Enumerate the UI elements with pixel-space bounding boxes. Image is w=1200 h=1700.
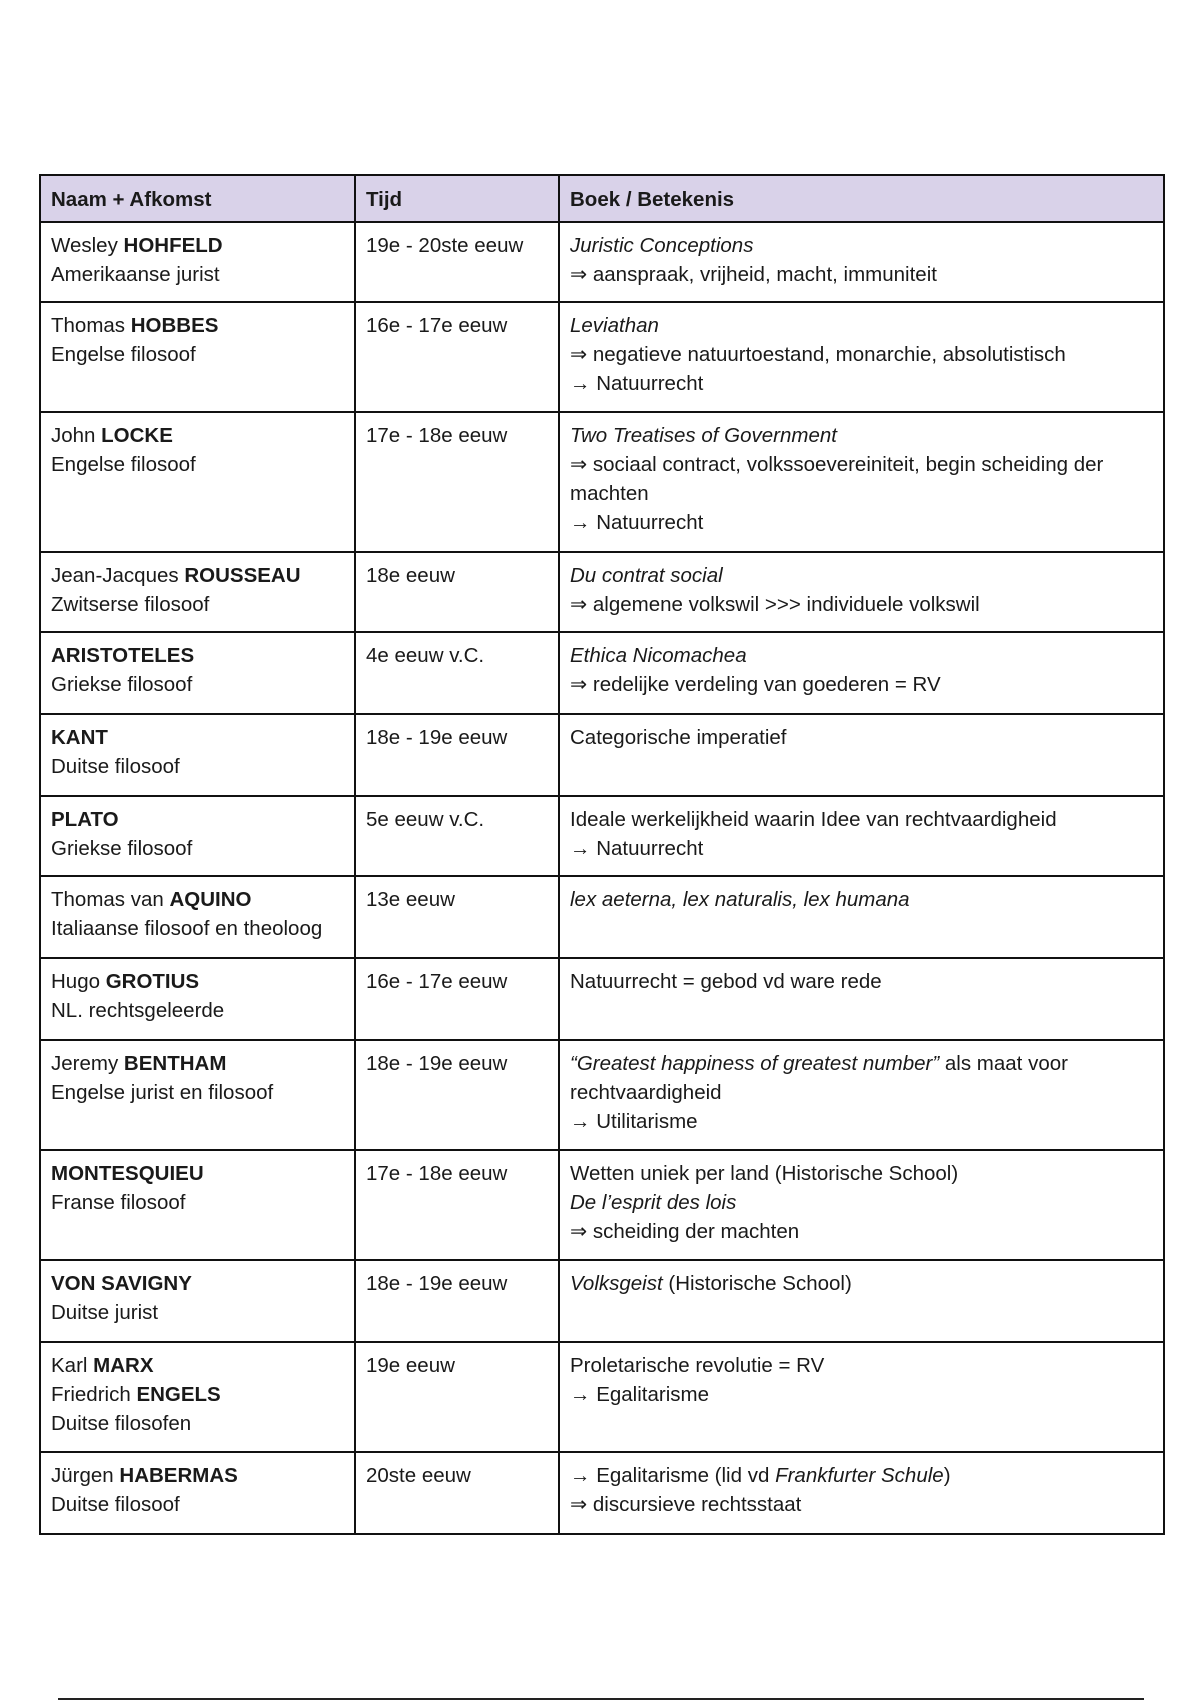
meaning-line [570,723,1153,752]
name-text: Engelse filosoof [51,343,196,366]
name-text: Duitse filosoof [51,1493,180,1516]
meaning-text: Proletarische revolutie = RV [570,1354,825,1377]
name-text: PLATO [51,808,119,831]
name-text: GROTIUS [105,970,200,993]
meaning-text: Wetten uniek per land (Historische School) [570,1162,959,1185]
meaning-line [570,1490,1153,1519]
meaning-text: → Egalitarisme [570,1383,709,1406]
table-row [40,1452,1164,1534]
table-row [40,552,1164,632]
cell-time: 18e - 19e eeuw [355,1040,559,1150]
name-line [51,1049,344,1078]
meaning-text: De l’esprit des lois [570,1191,737,1214]
name-line [51,967,344,996]
cell-book-meaning [559,876,1164,958]
cell-book-meaning [559,1040,1164,1150]
meaning-line [570,561,1153,590]
meaning-line [570,590,1153,619]
table-row [40,1342,1164,1452]
cell-book-meaning [559,958,1164,1040]
name-line [51,1409,344,1438]
meaning-text: → Natuurrecht [570,837,704,860]
cell-book-meaning [559,412,1164,552]
cell-name-origin [40,302,355,412]
name-text: AQUINO [169,888,252,911]
meaning-line [570,1188,1153,1217]
cell-time: 17e - 18e eeuw [355,1150,559,1260]
meaning-text: als maat voor rechtvaardigheid [570,1052,1068,1104]
name-text: HOHFELD [123,234,223,257]
table-row [40,632,1164,714]
meaning-line [570,1107,1153,1136]
meaning-line [570,834,1153,863]
name-text: Engelse jurist en filosoof [51,1081,274,1104]
name-text: VON SAVIGNY [51,1272,192,1295]
cell-book-meaning [559,1150,1164,1260]
table-header [40,175,1164,222]
meaning-text: → Natuurrecht [570,511,704,534]
name-text: Thomas van [51,888,170,911]
cell-name-origin [40,1452,355,1534]
name-line [51,1380,344,1409]
meaning-line [570,1351,1153,1380]
cell-name-origin [40,1150,355,1260]
cell-time: 17e - 18e eeuw [355,412,559,552]
meaning-text: ⇒ redelijke verdeling van goederen = RV [570,673,941,696]
cell-book-meaning [559,302,1164,412]
meaning-line [570,421,1153,450]
cell-name-origin [40,552,355,632]
name-line [51,914,344,943]
meaning-text: (Historische School) [662,1272,852,1295]
header-book-meaning: Boek / Betekenis [559,175,1164,222]
meaning-line [570,805,1153,834]
meaning-text: Juristic Conceptions [570,234,754,257]
cell-book-meaning [559,796,1164,876]
cell-time: 13e eeuw [355,876,559,958]
philosophers-table [39,174,1165,1535]
cell-time: 18e eeuw [355,552,559,632]
meaning-text: → Utilitarisme [570,1110,698,1133]
table-row [40,1150,1164,1260]
table-row [40,1260,1164,1342]
name-line [51,260,344,289]
name-text: BENTHAM [123,1052,227,1075]
name-text: Engelse filosoof [51,453,196,476]
cell-book-meaning [559,632,1164,714]
name-line [51,1461,344,1490]
name-line [51,752,344,781]
meaning-text: Ethica Nicomachea [570,644,747,667]
name-text: HABERMAS [119,1464,238,1487]
cell-book-meaning [559,552,1164,632]
name-text: Duitse filosoof [51,755,180,778]
table-row [40,796,1164,876]
table-row [40,302,1164,412]
name-line [51,1490,344,1519]
cell-name-origin [40,1342,355,1452]
cell-name-origin [40,1040,355,1150]
name-text: MARX [93,1354,154,1377]
table-row [40,222,1164,302]
name-line [51,340,344,369]
meaning-line [570,311,1153,340]
cell-name-origin [40,1260,355,1342]
meaning-text: Two Treatises of Government [570,424,837,447]
name-line [51,1159,344,1188]
name-text: ROUSSEAU [184,564,301,587]
name-line [51,561,344,590]
name-text: LOCKE [101,424,173,447]
meaning-text: Frankfurter Schule [775,1464,944,1487]
cell-time: 18e - 19e eeuw [355,1260,559,1342]
name-text: Friedrich [51,1383,137,1406]
meaning-line [570,1159,1153,1188]
cell-name-origin [40,714,355,796]
name-line [51,421,344,450]
name-text: Griekse filosoof [51,673,193,696]
cell-time: 18e - 19e eeuw [355,714,559,796]
cell-name-origin [40,632,355,714]
cell-time: 16e - 17e eeuw [355,302,559,412]
meaning-text: ⇒ algemene volkswil >>> individuele volkswil [570,593,980,616]
name-text: KANT [51,726,108,749]
header-name-origin: Naam + Afkomst [40,175,355,222]
meaning-text: → Natuurrecht [570,372,704,395]
cell-name-origin [40,958,355,1040]
name-line [51,1351,344,1380]
name-line [51,670,344,699]
meaning-text: Volksgeist [570,1272,663,1295]
meaning-text: ⇒ sociaal contract, volkssoevereiniteit, begin scheiding der machten [570,453,1104,505]
cell-book-meaning [559,714,1164,796]
name-line [51,641,344,670]
name-line [51,1269,344,1298]
meaning-line [570,231,1153,260]
name-line [51,805,344,834]
cell-book-meaning [559,222,1164,302]
name-line [51,723,344,752]
name-text: ARISTOTELES [51,644,195,667]
meaning-text: Natuurrecht = gebod vd ware rede [570,970,882,993]
cell-name-origin [40,412,355,552]
meaning-text: ⇒ negatieve natuurtoestand, monarchie, absolutistisch [570,343,1066,366]
table-row [40,714,1164,796]
name-text: Zwitserse filosoof [51,593,210,616]
cell-time: 20ste eeuw [355,1452,559,1534]
name-text: Duitse filosofen [51,1412,192,1435]
name-line [51,1188,344,1217]
name-text: Jean-Jacques [51,564,185,587]
name-text: Franse filosoof [51,1191,186,1214]
name-text: Jeremy [51,1052,124,1075]
name-text: Jürgen [51,1464,120,1487]
meaning-text: “Greatest happiness of greatest number” [570,1052,940,1075]
header-time: Tijd [355,175,559,222]
meaning-line [570,1461,1153,1490]
meaning-line [570,967,1153,996]
cell-time: 16e - 17e eeuw [355,958,559,1040]
meaning-line [570,670,1153,699]
name-line [51,590,344,619]
name-line [51,885,344,914]
name-line [51,1078,344,1107]
cell-book-meaning [559,1260,1164,1342]
name-line [51,450,344,479]
meaning-text: ⇒ aanspraak, vrijheid, macht, immuniteit [570,263,937,286]
name-text: ENGELS [136,1383,221,1406]
table-row [40,412,1164,552]
meaning-line [570,508,1153,537]
meaning-text: Categorische imperatief [570,726,787,749]
name-text: Amerikaanse jurist [51,263,220,286]
name-line [51,1298,344,1327]
meaning-text: → Egalitarisme (lid vd [570,1464,776,1487]
table-body [40,222,1164,1534]
name-text: Duitse jurist [51,1301,159,1324]
meaning-text: ) [943,1464,951,1487]
cell-time: 19e - 20ste eeuw [355,222,559,302]
name-text: Italiaanse filosoof en theoloog [51,917,323,940]
cell-name-origin [40,876,355,958]
meaning-line [570,1049,1153,1107]
meaning-line [570,369,1153,398]
meaning-text: Du contrat social [570,564,723,587]
name-line [51,231,344,260]
meaning-line [570,450,1153,508]
meaning-text: Ideale werkelijkheid waarin Idee van rechtvaardigheid [570,808,1057,831]
table-row [40,1040,1164,1150]
meaning-text: lex aeterna, lex naturalis, lex humana [570,888,910,911]
cell-time: 5e eeuw v.C. [355,796,559,876]
header-row [40,175,1164,222]
name-text: Thomas [51,314,131,337]
cell-time: 4e eeuw v.C. [355,632,559,714]
cell-book-meaning [559,1452,1164,1534]
meaning-line [570,1380,1153,1409]
name-line [51,834,344,863]
meaning-text: Leviathan [570,314,659,337]
name-text: MONTESQUIEU [51,1162,204,1185]
name-line [51,311,344,340]
meaning-line [570,1217,1153,1246]
name-line [51,996,344,1025]
name-text: Hugo [51,970,106,993]
cell-time: 19e eeuw [355,1342,559,1452]
meaning-line [570,1269,1153,1298]
name-text: NL. rechtsgeleerde [51,999,225,1022]
meaning-line [570,260,1153,289]
name-text: Wesley [51,234,124,257]
meaning-line [570,641,1153,670]
cell-book-meaning [559,1342,1164,1452]
table-row [40,876,1164,958]
meaning-text: ⇒ scheiding der machten [570,1220,800,1243]
name-text: John [51,424,102,447]
name-text: HOBBES [130,314,219,337]
cell-name-origin [40,222,355,302]
table-row [40,958,1164,1040]
meaning-line [570,340,1153,369]
name-text: Karl [51,1354,94,1377]
name-text: Griekse filosoof [51,837,193,860]
cell-name-origin [40,796,355,876]
meaning-text: ⇒ discursieve rechtsstaat [570,1493,802,1516]
meaning-line [570,885,1153,914]
